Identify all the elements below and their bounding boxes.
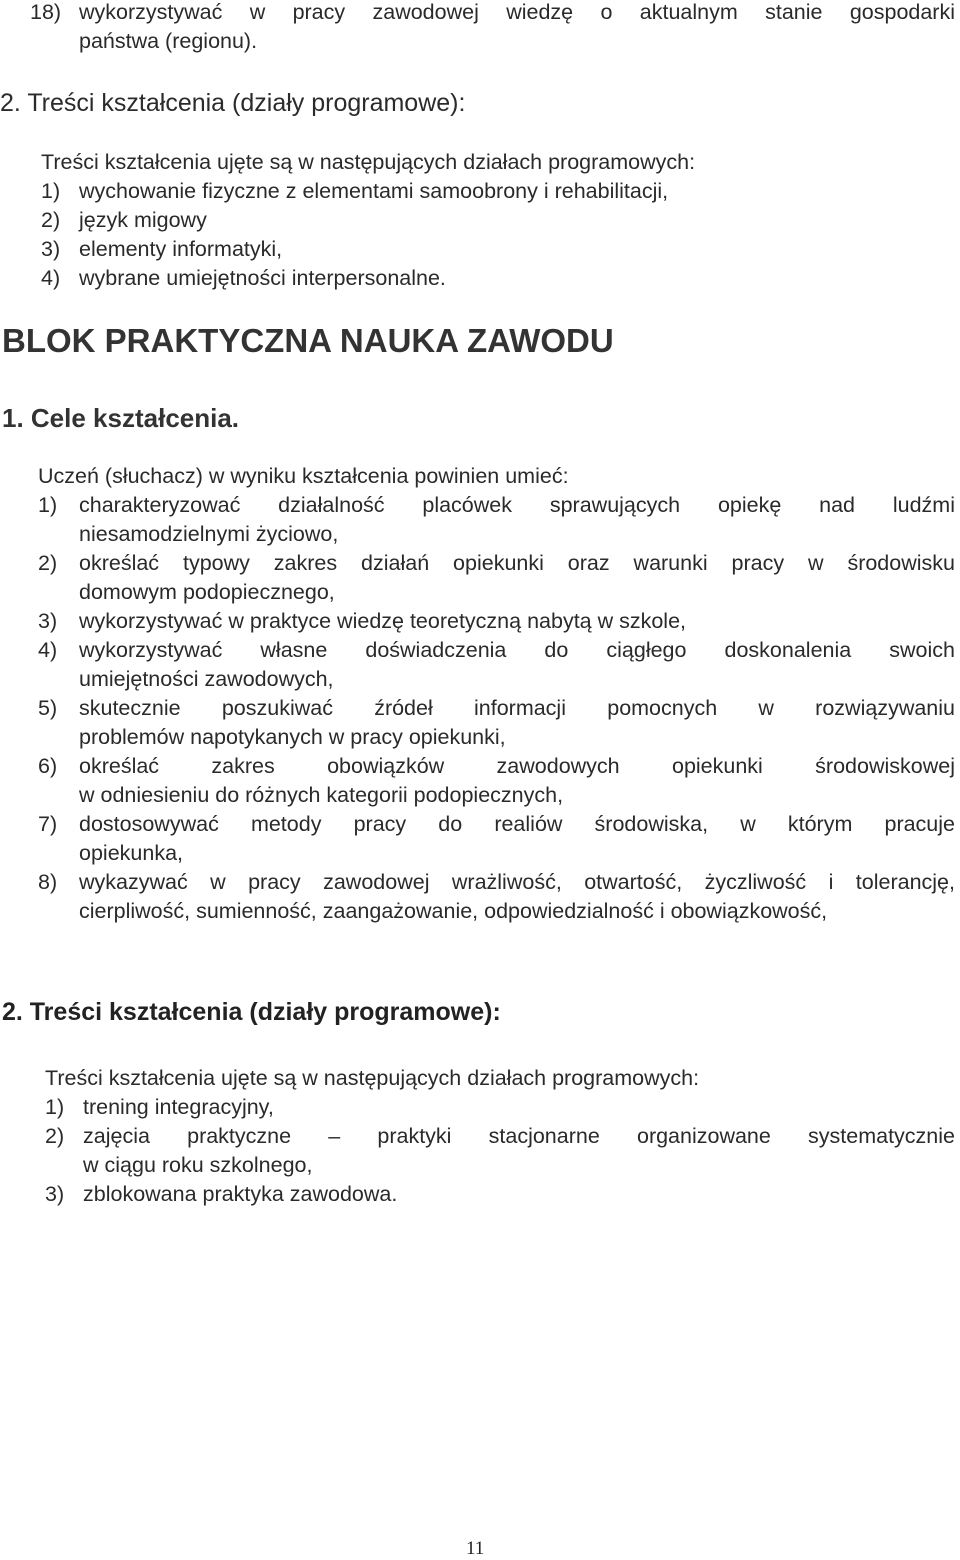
section-heading: 2. Treści kształcenia (działy programowe): bbox=[0, 89, 466, 117]
list-number: 1) bbox=[38, 493, 58, 517]
subsection-heading: 1. Cele kształcenia. bbox=[2, 403, 240, 433]
list-number: 2) bbox=[38, 551, 58, 575]
list-item bbox=[41, 264, 941, 293]
list-text: wychowanie fizyczne z elementami samoobrony i rehabilitacji, bbox=[79, 179, 669, 203]
list-item bbox=[38, 549, 955, 607]
list-item bbox=[45, 1180, 955, 1209]
list-number: 6) bbox=[38, 754, 58, 778]
list-text-continuation: opiekunka, bbox=[79, 841, 183, 865]
list-number: 5) bbox=[38, 696, 58, 720]
list-item bbox=[38, 491, 955, 549]
list-text: dostosowywać metody pracy do realiów środowiska, w którym pracuje bbox=[79, 812, 955, 836]
list-item bbox=[38, 752, 955, 810]
list-text: język migowy bbox=[79, 208, 207, 232]
list-item bbox=[38, 810, 955, 868]
page-number: 11 bbox=[466, 1538, 485, 1559]
list-item bbox=[41, 177, 941, 206]
list-text: charakteryzować działalność placówek sprawujących opiekę nad ludźmi bbox=[79, 493, 955, 517]
list-item bbox=[38, 694, 955, 752]
list-text: określać zakres obowiązków zawodowych opiekunki środowiskowej bbox=[79, 754, 955, 778]
list-number: 8) bbox=[38, 870, 58, 894]
section-intro: Treści kształcenia ujęte są w następujących działach programowych: bbox=[41, 150, 696, 174]
list-text: zblokowana praktyka zawodowa. bbox=[83, 1182, 398, 1206]
list-item bbox=[38, 868, 955, 926]
section-intro: Treści kształcenia ujęte są w następujących działach programowych: bbox=[45, 1066, 700, 1090]
list-text: wykorzystywać w praktyce wiedzę teoretyczną nabytą w szkole, bbox=[79, 609, 687, 633]
list-text-continuation: domowym podopiecznego, bbox=[79, 580, 335, 604]
list-text-continuation: umiejętności zawodowych, bbox=[79, 667, 334, 691]
list-text-continuation: w ciągu roku szkolnego, bbox=[83, 1153, 313, 1177]
list-item bbox=[45, 1093, 955, 1122]
list-text: wykorzystywać w pracy zawodowej wiedzę o aktualnym stanie gospodarki bbox=[79, 0, 955, 24]
list-number: 7) bbox=[38, 812, 58, 836]
list-text: trening integracyjny, bbox=[83, 1095, 274, 1119]
list-text: skutecznie poszukiwać źródeł informacji pomocnych w rozwiązywaniu bbox=[79, 696, 955, 720]
list-number: 18) bbox=[30, 0, 62, 24]
list-text: wykorzystywać własne doświadczenia do ciągłego doskonalenia swoich bbox=[79, 638, 955, 662]
list-number: 4) bbox=[41, 266, 61, 290]
list-number: 3) bbox=[41, 237, 61, 261]
list-item bbox=[41, 235, 941, 264]
list-item bbox=[38, 607, 955, 636]
list-text: zajęcia praktyczne – praktyki stacjonarne organizowane systematycznie bbox=[83, 1124, 955, 1148]
list-text-continuation: w odniesieniu do różnych kategorii podopiecznych, bbox=[79, 783, 564, 807]
list-number: 2) bbox=[41, 208, 61, 232]
section-heading: 2. Treści kształcenia (działy programowe): bbox=[2, 998, 501, 1026]
block-title: BLOK PRAKTYCZNA NAUKA ZAWODU bbox=[2, 322, 614, 359]
section-intro: Uczeń (słuchacz) w wyniku kształcenia powinien umieć: bbox=[38, 464, 569, 488]
list-text: elementy informatyki, bbox=[79, 237, 283, 261]
list-text: wybrane umiejętności interpersonalne. bbox=[79, 266, 446, 290]
list-item bbox=[38, 636, 955, 694]
list-number: 1) bbox=[45, 1095, 65, 1119]
list-text-continuation: niesamodzielnymi życiowo, bbox=[79, 522, 339, 546]
list-number: 1) bbox=[41, 179, 61, 203]
list-text: wykazywać w pracy zawodowej wrażliwość, otwartość, życzliwość i tolerancję, bbox=[79, 870, 955, 894]
list-text-continuation: państwa (regionu). bbox=[79, 29, 258, 53]
list-item-18 bbox=[30, 0, 955, 58]
list-number: 3) bbox=[38, 609, 58, 633]
list-text: określać typowy zakres działań opiekunki oraz warunki pracy w środowisku bbox=[79, 551, 955, 575]
list-text-continuation: cierpliwość, sumienność, zaangażowanie, odpowiedzialność i obowiązkowość, bbox=[79, 899, 828, 923]
list-item bbox=[45, 1122, 955, 1180]
list-number: 4) bbox=[38, 638, 58, 662]
list-item bbox=[41, 206, 941, 235]
list-text-continuation: problemów napotykanych w pracy opiekunki, bbox=[79, 725, 506, 749]
list-number: 3) bbox=[45, 1182, 65, 1206]
list-number: 2) bbox=[45, 1124, 65, 1148]
